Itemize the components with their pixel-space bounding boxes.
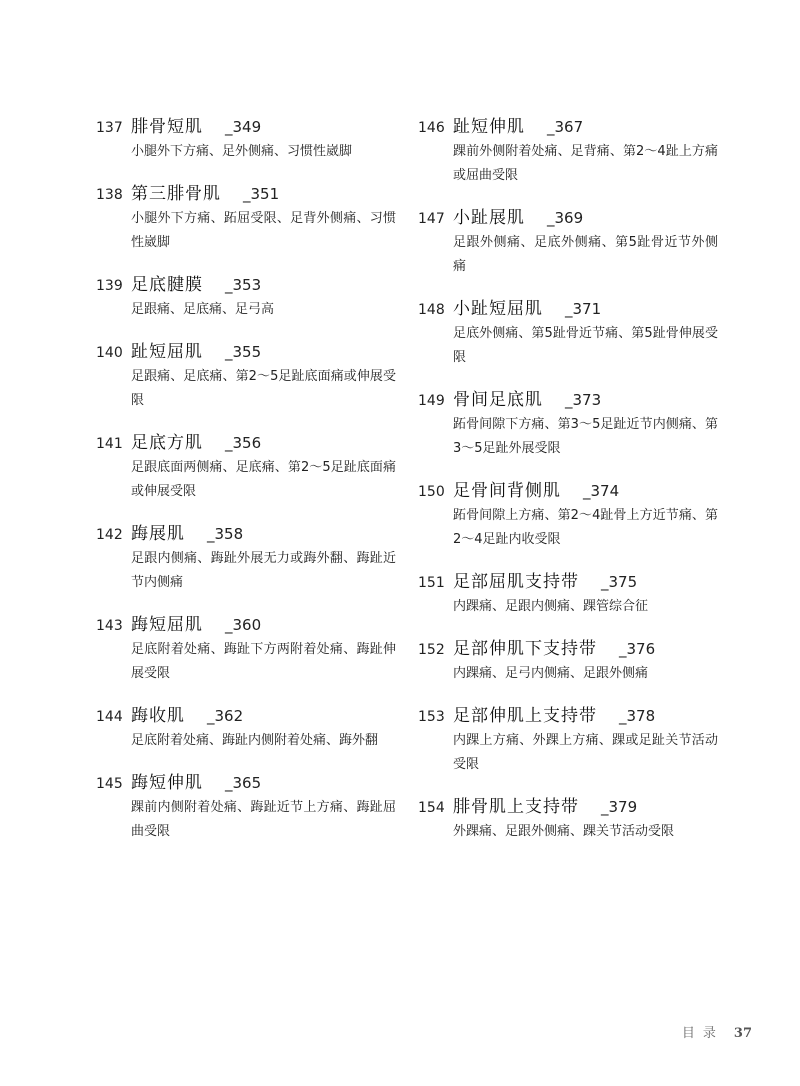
entry-number: 152 bbox=[418, 642, 445, 658]
entry-page: _379 bbox=[601, 798, 638, 816]
entry-page: _356 bbox=[225, 434, 262, 452]
entry-page: _375 bbox=[601, 573, 638, 591]
entry-number: 145 bbox=[96, 776, 123, 792]
entry-number: 139 bbox=[96, 278, 123, 294]
entry-title: 小趾展肌 bbox=[453, 208, 525, 228]
entry-title: 足底方肌 bbox=[131, 433, 203, 453]
toc-entry bbox=[96, 612, 396, 686]
entry-page: _371 bbox=[565, 300, 602, 318]
entry-page: _358 bbox=[207, 525, 244, 543]
toc-left-column bbox=[96, 114, 396, 861]
entry-title: 腓骨短肌 bbox=[131, 117, 203, 137]
entry-description: 小腿外下方痛、足外侧痛、习惯性崴脚 bbox=[131, 144, 353, 159]
entry-page: _374 bbox=[583, 482, 620, 500]
toc-entry bbox=[418, 703, 718, 777]
entry-number: 147 bbox=[418, 211, 445, 227]
toc-entry bbox=[96, 272, 396, 322]
entry-number: 141 bbox=[96, 436, 123, 452]
entry-description: 足跟底面两侧痛、足底痛、第2～5足趾底面痛或伸展受限 bbox=[131, 460, 396, 499]
entry-title: 足部伸肌下支持带 bbox=[453, 639, 597, 659]
entry-title: 足底腱膜 bbox=[131, 275, 203, 295]
entry-description: 跖骨间隙上方痛、第2～4趾骨上方近节痛、第2～4足趾内收受限 bbox=[453, 508, 718, 547]
entry-title: 踇短伸肌 bbox=[131, 773, 203, 793]
toc-entry bbox=[96, 181, 396, 255]
entry-title: 趾短屈肌 bbox=[131, 342, 203, 362]
entry-number: 142 bbox=[96, 527, 123, 543]
entry-page: _349 bbox=[225, 118, 262, 136]
entry-title: 小趾短屈肌 bbox=[453, 299, 543, 319]
toc-entry bbox=[418, 794, 718, 844]
entry-title: 骨间足底肌 bbox=[453, 390, 543, 410]
entry-title: 足骨间背侧肌 bbox=[453, 481, 561, 501]
entry-number: 151 bbox=[418, 575, 445, 591]
toc-entry bbox=[96, 521, 396, 595]
entry-description: 足跟外侧痛、足底外侧痛、第5趾骨近节外侧痛 bbox=[453, 235, 718, 274]
toc-entry bbox=[96, 114, 396, 164]
toc-entry bbox=[418, 478, 718, 552]
entry-page: _355 bbox=[225, 343, 262, 361]
toc-right-column bbox=[418, 114, 718, 861]
entry-number: 146 bbox=[418, 120, 445, 136]
entry-description: 内踝痛、足跟内侧痛、踝管综合征 bbox=[453, 599, 649, 614]
toc-entry bbox=[418, 387, 718, 461]
entry-page: _351 bbox=[243, 185, 280, 203]
entry-number: 149 bbox=[418, 393, 445, 409]
entry-number: 150 bbox=[418, 484, 445, 500]
entry-number: 148 bbox=[418, 302, 445, 318]
entry-title: 足部伸肌上支持带 bbox=[453, 706, 597, 726]
entry-number: 153 bbox=[418, 709, 445, 725]
entry-page: _360 bbox=[225, 616, 262, 634]
toc-entry bbox=[96, 703, 396, 753]
entry-page: _367 bbox=[547, 118, 584, 136]
entry-description: 足跟痛、足底痛、足弓高 bbox=[131, 302, 275, 317]
entry-title: 踇短屈肌 bbox=[131, 615, 203, 635]
entry-number: 140 bbox=[96, 345, 123, 361]
entry-description: 内踝痛、足弓内侧痛、足跟外侧痛 bbox=[453, 666, 649, 681]
entry-description: 踝前内侧附着处痛、踇趾近节上方痛、踇趾屈曲受限 bbox=[131, 800, 396, 839]
entry-page: _353 bbox=[225, 276, 262, 294]
entry-description: 足跟内侧痛、踇趾外展无力或踇外翻、踇趾近节内侧痛 bbox=[131, 551, 396, 590]
entry-description: 小腿外下方痛、跖屈受限、足背外侧痛、习惯性崴脚 bbox=[131, 211, 396, 250]
entry-description: 足底附着处痛、踇趾下方两附着处痛、踇趾伸展受限 bbox=[131, 642, 396, 681]
entry-description: 外踝痛、足跟外侧痛、踝关节活动受限 bbox=[453, 824, 675, 839]
toc-entry bbox=[96, 770, 396, 844]
entry-number: 138 bbox=[96, 187, 123, 203]
entry-page: _376 bbox=[619, 640, 656, 658]
entry-title: 踇收肌 bbox=[131, 706, 185, 726]
entry-description: 跖骨间隙下方痛、第3～5足趾近节内侧痛、第3～5足趾外展受限 bbox=[453, 417, 718, 456]
entry-page: _369 bbox=[547, 209, 584, 227]
toc-entry bbox=[418, 205, 718, 279]
entry-number: 143 bbox=[96, 618, 123, 634]
entry-page: _365 bbox=[225, 774, 262, 792]
toc-entry bbox=[418, 114, 718, 188]
entry-description: 足底外侧痛、第5趾骨近节痛、第5趾骨伸展受限 bbox=[453, 326, 718, 365]
toc-entry bbox=[418, 296, 718, 370]
entry-number: 144 bbox=[96, 709, 123, 725]
entry-description: 内踝上方痛、外踝上方痛、踝或足趾关节活动受限 bbox=[453, 733, 718, 772]
toc-entry bbox=[418, 569, 718, 619]
footer-page-number: 37 bbox=[733, 1026, 752, 1041]
entry-number: 154 bbox=[418, 800, 445, 816]
entry-title: 腓骨肌上支持带 bbox=[453, 797, 579, 817]
footer-section-label: 目录 bbox=[681, 1026, 724, 1041]
entry-title: 趾短伸肌 bbox=[453, 117, 525, 137]
entry-description: 踝前外侧附着处痛、足背痛、第2～4趾上方痛或屈曲受限 bbox=[453, 144, 718, 183]
entry-title: 足部屈肌支持带 bbox=[453, 572, 579, 592]
entry-title: 第三腓骨肌 bbox=[131, 184, 221, 204]
entry-page: _378 bbox=[619, 707, 656, 725]
entry-page: _362 bbox=[207, 707, 244, 725]
entry-number: 137 bbox=[96, 120, 123, 136]
entry-description: 足跟痛、足底痛、第2～5足趾底面痛或伸展受限 bbox=[131, 369, 396, 408]
entry-description: 足底附着处痛、踇趾内侧附着处痛、踇外翻 bbox=[131, 733, 379, 748]
page-footer bbox=[682, 1022, 752, 1041]
toc-entry bbox=[418, 636, 718, 686]
entry-page: _373 bbox=[565, 391, 602, 409]
toc-entry bbox=[96, 430, 396, 504]
entry-title: 踇展肌 bbox=[131, 524, 185, 544]
toc-entry bbox=[96, 339, 396, 413]
